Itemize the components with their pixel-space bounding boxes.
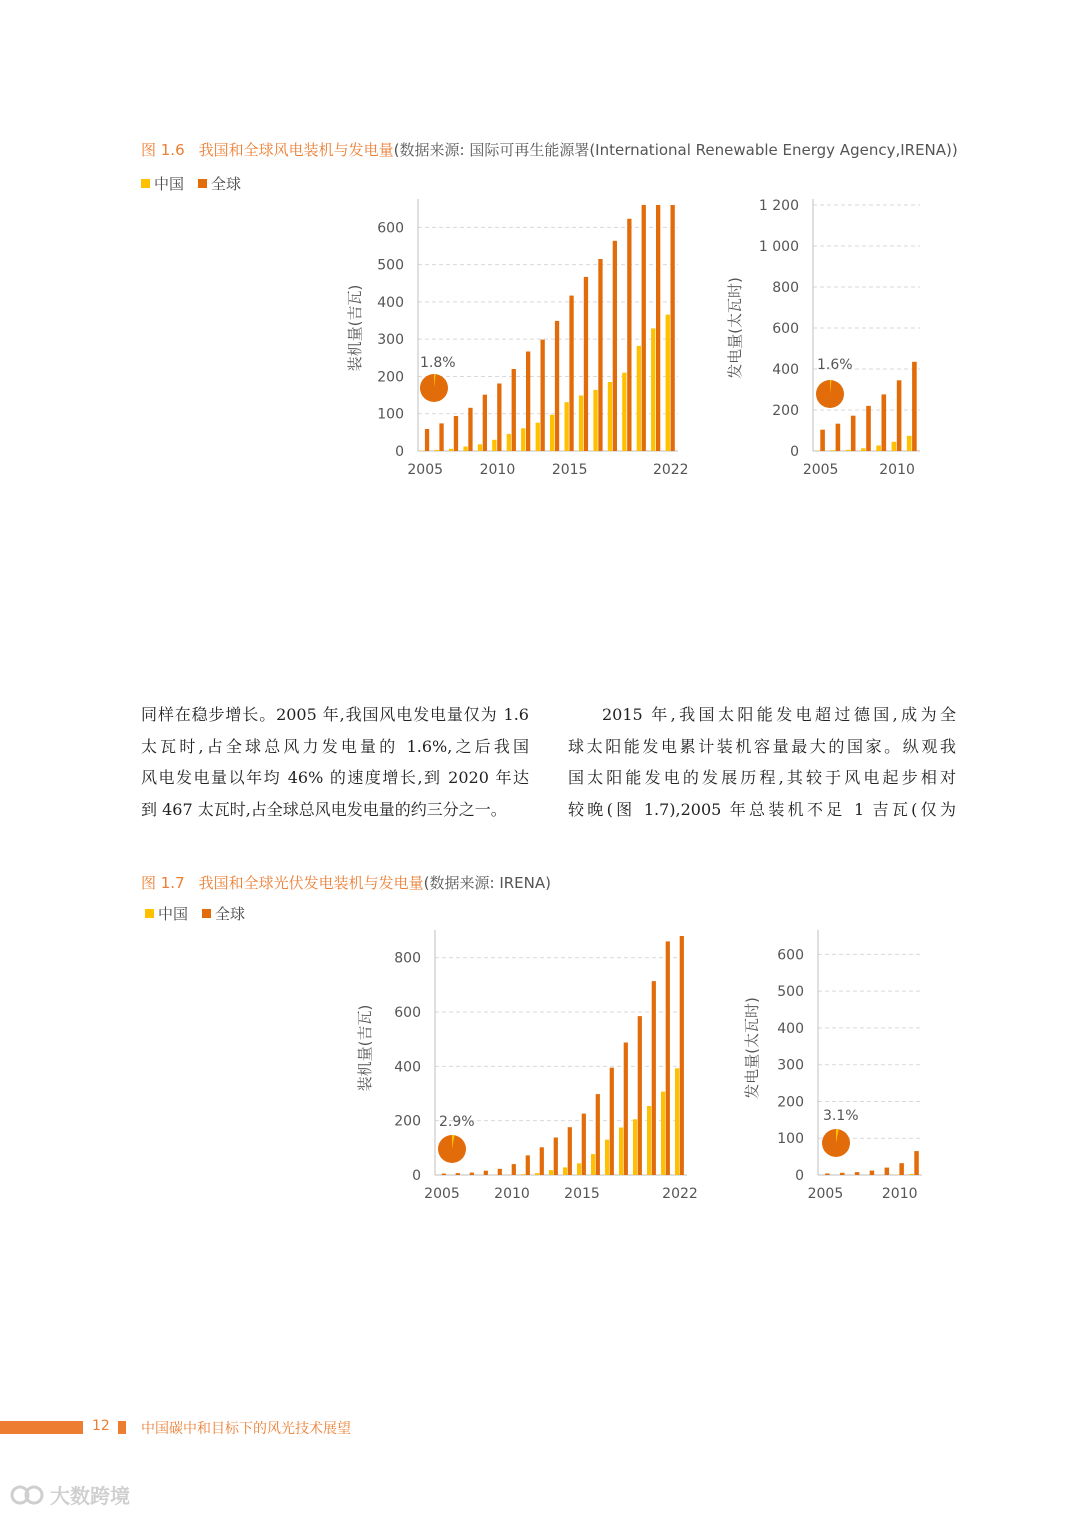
y-tick-label: 600 (772, 321, 799, 337)
bar-global (870, 1171, 875, 1175)
y-tick-label: 300 (777, 1057, 804, 1074)
bar-china (619, 1128, 623, 1176)
bar-global (598, 259, 602, 451)
bar-global (866, 406, 871, 451)
share-annotation: 1.8% (420, 355, 456, 371)
y-tick-label: 200 (777, 1094, 804, 1111)
figure-1-7-caption (141, 872, 551, 893)
bar-china (876, 446, 881, 452)
bar-china (647, 1106, 651, 1175)
bar-global (652, 981, 656, 1175)
bar-china (463, 447, 467, 452)
y-axis-label: 发电量(太瓦时) (743, 997, 761, 1099)
footer-marker (118, 1421, 126, 1434)
bar-global (568, 1127, 572, 1175)
bar-global (840, 1173, 845, 1175)
bar-global (825, 1174, 830, 1176)
y-tick-label: 200 (394, 1113, 421, 1130)
footer-bar (0, 1421, 83, 1434)
x-tick-label: 2005 (807, 1186, 844, 1202)
bar-global (582, 1114, 586, 1175)
bar-china (846, 450, 851, 451)
bar-global (483, 395, 487, 451)
y-tick-label: 1 000 (758, 239, 799, 255)
bar-global (885, 1168, 890, 1175)
bar-global (526, 352, 530, 452)
y-tick-label: 100 (777, 1131, 804, 1148)
bar-global (613, 241, 617, 451)
bar-global (855, 1172, 860, 1175)
pv-capacity-chart (340, 928, 710, 1213)
wind-capacity-chart (330, 198, 700, 488)
legend-label-china: 中国 (154, 175, 185, 193)
bar-china (830, 450, 835, 451)
bar-china (633, 1119, 637, 1175)
bar-china (605, 1140, 609, 1175)
figure-number: 图 1.7 (141, 874, 185, 892)
paragraph-line: 风电发电量以年均 46% 的速度增长,到 2020 年达 (141, 768, 529, 787)
paragraph-line: 较晚(图 1.7),2005 年总装机不足 1 吉瓦(仅为 (568, 799, 956, 819)
legend-swatch-china (141, 179, 150, 188)
bar-china (478, 444, 482, 451)
bar-global (851, 416, 856, 451)
bar-global (671, 205, 675, 451)
y-tick-label: 500 (377, 257, 404, 274)
wind-generation-chart (720, 198, 940, 488)
bar-global (512, 369, 516, 451)
bar-global (540, 1147, 544, 1175)
x-tick-label: 2005 (802, 462, 839, 478)
watermark-text: 大数跨境 (50, 1484, 130, 1508)
y-axis-label: 装机量(吉瓦) (346, 284, 364, 372)
y-tick-label: 800 (394, 950, 421, 967)
y-tick-label: 300 (377, 332, 404, 349)
bar-global (656, 205, 660, 451)
x-tick-label: 2022 (662, 1186, 698, 1202)
y-tick-label: 200 (772, 403, 799, 419)
bar-china (661, 1092, 665, 1175)
bar-china (861, 448, 866, 451)
y-tick-label: 100 (377, 406, 404, 423)
bar-china (577, 1163, 581, 1175)
figure-1-6-caption (141, 139, 958, 160)
bar-global (914, 1151, 919, 1175)
y-tick-label: 400 (394, 1059, 421, 1076)
bar-global (439, 423, 443, 451)
y-tick-label: 400 (772, 362, 799, 378)
bar-global (642, 205, 646, 451)
x-tick-label: 2022 (652, 462, 689, 478)
legend-label-china: 中国 (158, 905, 189, 923)
bar-global (497, 384, 501, 452)
paragraph-line: 国太阳能发电的发展历程,其较于风电起步相对 (568, 768, 956, 787)
y-tick-label: 0 (395, 444, 404, 460)
bar-china (593, 390, 597, 451)
x-tick-label: 2015 (564, 1186, 600, 1202)
bar-china (492, 440, 496, 451)
watermark-logo-icon (10, 1484, 44, 1506)
paragraph-line: 球太阳能发电累计装机容量最大的国家。纵观我 (568, 736, 956, 756)
y-tick-label: 0 (795, 1168, 804, 1184)
bar-china (637, 346, 641, 451)
bar-china (651, 328, 655, 451)
bar-global (555, 321, 559, 451)
figure-source: (数据来源: 国际可再生能源署(International Renewable Energy Agency,IRENA)) (393, 141, 958, 159)
paragraph-line: 2015 年,我国太阳能发电超过德国,成为全 (602, 705, 956, 724)
figure-source: (数据来源: IRENA) (423, 874, 551, 892)
bar-china (521, 1174, 525, 1175)
y-tick-label: 600 (394, 1005, 421, 1022)
x-tick-label: 2010 (881, 1186, 918, 1202)
legend-item-china (141, 173, 184, 194)
bar-global (498, 1169, 502, 1175)
bar-global (425, 429, 429, 451)
y-tick-label: 600 (377, 220, 404, 237)
bar-global (882, 394, 887, 451)
footer-title: 中国碳中和目标下的风光技术展望 (141, 1421, 351, 1437)
legend-swatch-china (145, 909, 154, 918)
paragraph-line: 同样在稳步增长。2005 年,我国风电发电量仅为 1.6 (141, 705, 529, 724)
bar-china (550, 415, 554, 451)
bar-china (435, 450, 439, 451)
bar-global (912, 362, 917, 451)
bar-global (484, 1171, 488, 1175)
bar-china (909, 1174, 914, 1175)
bar-china (521, 428, 525, 451)
bar-global (512, 1164, 516, 1175)
share-annotation: 3.1% (823, 1108, 859, 1124)
y-tick-label: 500 (777, 984, 804, 1001)
bar-china (622, 373, 626, 451)
bar-global (836, 424, 841, 451)
y-tick-label: 800 (772, 280, 799, 296)
x-tick-label: 2015 (551, 462, 588, 478)
bar-global (470, 1173, 474, 1175)
bar-global (541, 340, 545, 451)
x-tick-label: 2005 (424, 1186, 460, 1202)
pv-generation-chart (725, 928, 940, 1213)
bar-global (820, 430, 825, 451)
bar-global (897, 380, 902, 451)
bar-global (666, 941, 670, 1175)
paragraph-line: 到 467 太瓦时,占全球总风电发电量的约三分之一。 (141, 799, 507, 819)
bar-global (624, 1043, 628, 1176)
bar-global (569, 296, 573, 451)
bar-china (675, 1068, 679, 1175)
paragraph-line: 太瓦时,占全球总风力发电量的 1.6%,之后我国 (141, 736, 529, 756)
legend-item-china (145, 903, 188, 924)
bar-china (579, 396, 583, 452)
bar-china (535, 1173, 539, 1175)
figure-1-6-legend (141, 173, 241, 194)
bar-global (680, 936, 684, 1175)
figure-title: 我国和全球风电装机与发电量 (198, 141, 394, 159)
x-tick-label: 2010 (479, 462, 516, 478)
bar-global (442, 1174, 446, 1175)
x-tick-label: 2010 (879, 462, 915, 478)
legend-swatch-global (202, 909, 211, 918)
body-text-right (568, 699, 956, 825)
share-annotation: 2.9% (439, 1114, 475, 1130)
bar-global (526, 1155, 530, 1175)
bar-china (608, 382, 612, 451)
x-tick-label: 2010 (494, 1186, 530, 1202)
bar-global (638, 1016, 642, 1175)
bar-china (565, 402, 569, 451)
bar-china (549, 1170, 553, 1175)
share-annotation: 1.6% (817, 357, 853, 373)
bar-china (536, 423, 540, 451)
legend-label-global: 全球 (215, 905, 246, 923)
bar-china (907, 436, 912, 451)
legend-item-global (198, 173, 241, 194)
y-axis-label: 装机量(吉瓦) (356, 1004, 374, 1092)
bar-global (468, 408, 472, 451)
y-tick-label: 400 (777, 1020, 804, 1037)
bar-global (610, 1068, 614, 1175)
body-text-left (141, 699, 529, 825)
x-tick-label: 2005 (407, 462, 444, 478)
bar-global (584, 277, 588, 451)
y-axis-label: 发电量(太瓦时) (726, 277, 744, 379)
y-tick-label: 200 (377, 369, 404, 386)
watermark (10, 1480, 130, 1509)
bar-china (563, 1167, 567, 1175)
bar-china (591, 1154, 595, 1175)
bar-global (627, 219, 631, 451)
legend-swatch-global (198, 179, 207, 188)
y-tick-label: 0 (412, 1168, 421, 1184)
legend-label-global: 全球 (211, 175, 242, 193)
figure-1-7-legend (145, 903, 245, 924)
figure-number: 图 1.6 (141, 141, 185, 159)
bar-global (454, 416, 458, 451)
legend-item-global (202, 903, 245, 924)
y-tick-label: 400 (377, 294, 404, 311)
bar-global (456, 1173, 460, 1175)
bar-china (449, 449, 453, 451)
y-tick-label: 600 (777, 947, 804, 964)
page-number: 12 (92, 1418, 110, 1434)
bar-china (666, 315, 670, 451)
bar-global (899, 1163, 904, 1175)
y-tick-label: 0 (790, 444, 799, 460)
bar-global (596, 1094, 600, 1175)
figure-title: 我国和全球光伏发电装机与发电量 (198, 874, 424, 892)
bar-china (892, 442, 897, 451)
bar-global (554, 1138, 558, 1176)
bar-china (507, 434, 511, 451)
y-tick-label: 1 200 (758, 198, 799, 214)
